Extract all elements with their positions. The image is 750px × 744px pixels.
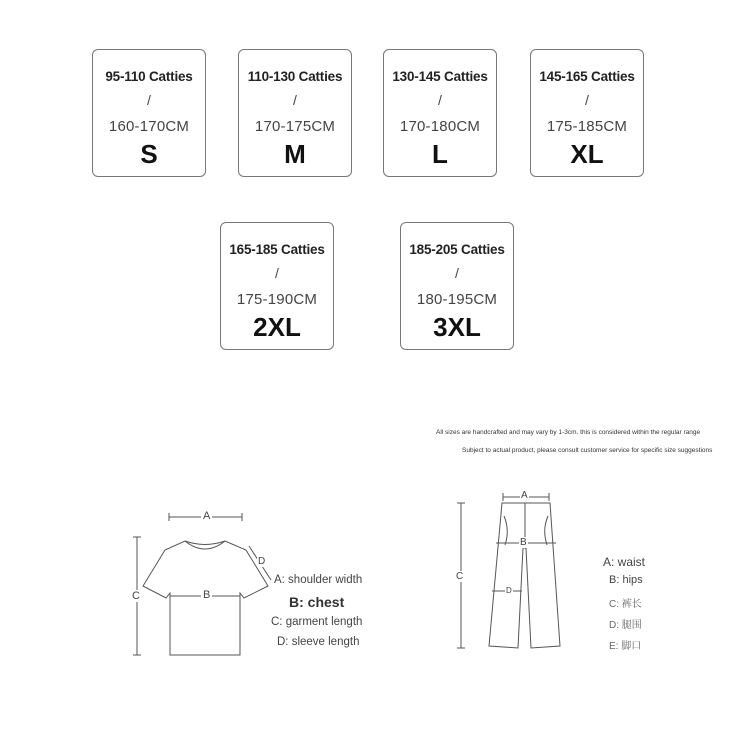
size-label: M: [284, 139, 306, 169]
tshirt-dim-c-label: C: [132, 590, 140, 602]
pants-legend-waist: A: waist: [603, 555, 646, 569]
separator: /: [293, 92, 297, 108]
height-range: 175-190CM: [236, 291, 318, 308]
pants-dim-b-label: B: [520, 537, 527, 548]
pants-legend-leg: D: 腿围: [609, 620, 642, 631]
pants-dim-c-label: C: [456, 571, 464, 582]
size-label: XL: [570, 139, 604, 169]
tshirt-dim-d-label: D: [258, 556, 266, 567]
size-label: S: [140, 139, 158, 169]
weight-range: 130-145 Catties: [392, 69, 488, 84]
tshirt-legend-chest: B: chest: [289, 594, 345, 610]
height-range: 170-175CM: [254, 118, 336, 135]
height-range: 170-180CM: [399, 118, 481, 135]
height-range: 180-195CM: [416, 291, 498, 308]
height-range: 175-185CM: [546, 118, 628, 135]
pants-legend-hem: E: 脚口: [609, 641, 642, 652]
pants-legend-hips: B: hips: [609, 574, 643, 586]
tshirt-legend-length: C: garment length: [271, 616, 363, 628]
size-label: 3XL: [433, 312, 481, 342]
size-label: 2XL: [253, 312, 301, 342]
tshirt-dim-a-label: A: [203, 510, 211, 522]
weight-range: 145-165 Catties: [539, 69, 635, 84]
separator: /: [455, 265, 459, 281]
consult-service-note: Subject to actual product, please consult customer service for specific size suggestions: [462, 447, 713, 454]
pants-legend-length: C: 裤长: [609, 599, 642, 610]
tshirt-legend-sleeve: D: sleeve length: [277, 636, 360, 648]
weight-range: 185-205 Catties: [409, 242, 505, 257]
pants-dim-d-label: D: [506, 586, 512, 595]
separator: /: [275, 265, 279, 281]
pants-dim-a-label: A: [521, 490, 528, 501]
weight-range: 165-185 Catties: [229, 242, 325, 257]
weight-range: 95-110 Catties: [105, 69, 193, 84]
separator: /: [147, 92, 151, 108]
separator: /: [438, 92, 442, 108]
tshirt-legend-shoulder: A: shoulder width: [274, 574, 363, 586]
tshirt-dim-b-label: B: [203, 589, 211, 601]
separator: /: [585, 92, 589, 108]
weight-range: 110-130 Catties: [247, 69, 343, 84]
size-variance-note: All sizes are handcrafted and may vary by 1-3cm. this is considered within the regular range: [436, 429, 701, 436]
height-range: 160-170CM: [108, 118, 190, 135]
size-label: L: [432, 139, 448, 169]
